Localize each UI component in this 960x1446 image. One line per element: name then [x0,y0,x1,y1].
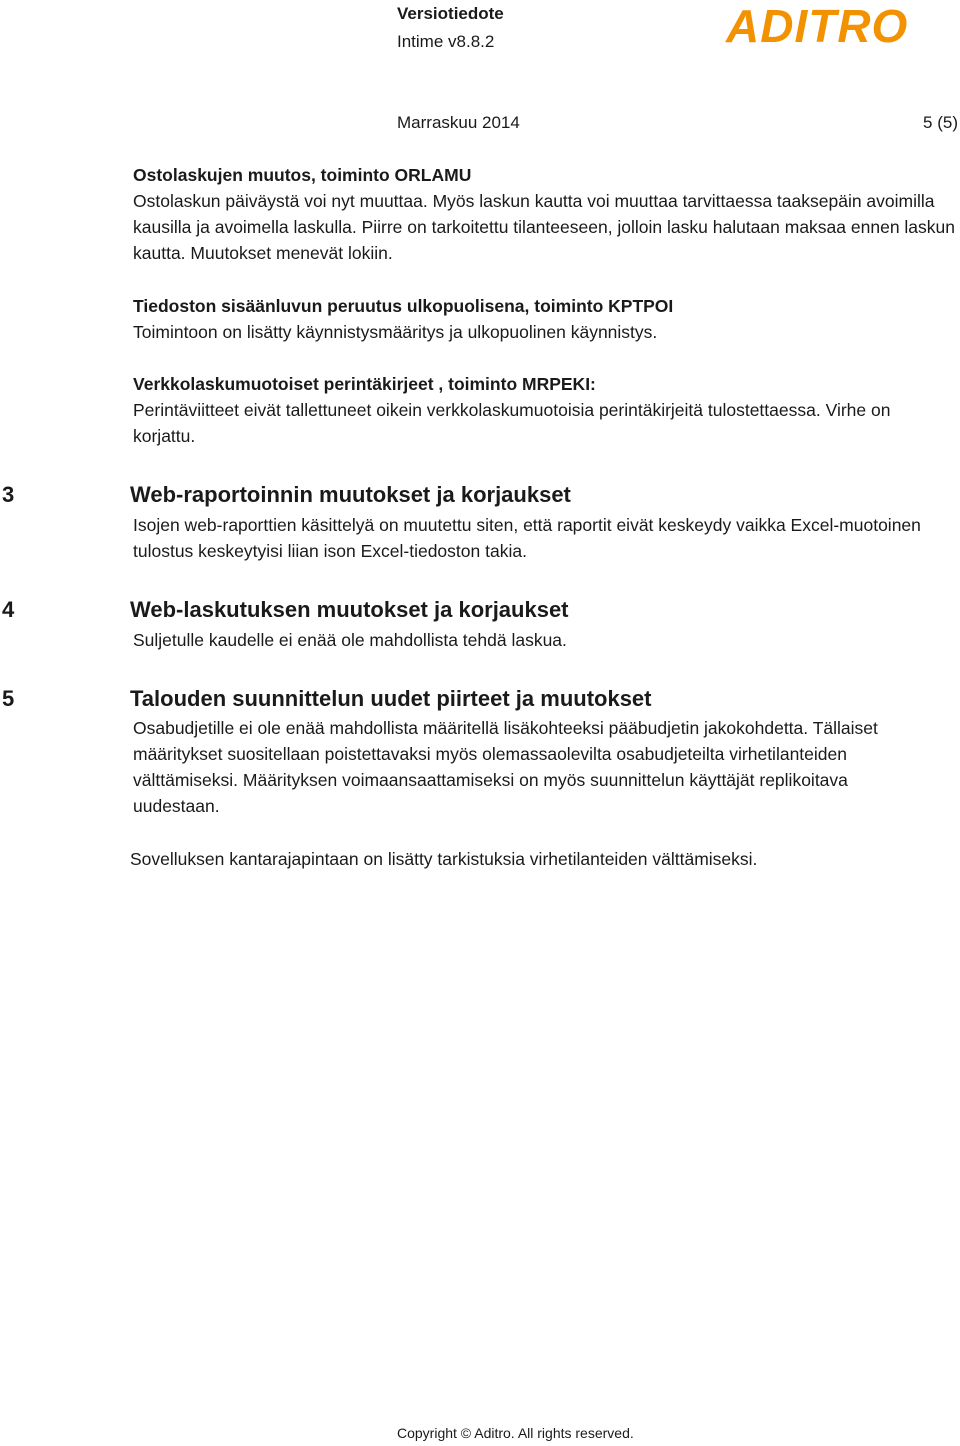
item-body: Toimintoon on lisätty käynnistysmääritys ja ulkopuolinen käynnistys. [133,322,658,342]
document-title: Versiotiedote [397,4,504,23]
page-number: 5 (5) [923,113,958,132]
document-version: Intime v8.8.2 [397,32,495,51]
section-title: Web-raportoinnin muutokset ja korjaukset [130,482,571,507]
item-title: Ostolaskujen muutos, toiminto ORLAMU [133,165,472,185]
document-date: Marraskuu 2014 [397,113,520,132]
section-extra-text: Sovelluksen kantarajapintaan on lisätty tarkistuksia virhetilanteiden välttämiseksi. [130,849,758,869]
section-body [133,715,923,819]
item-body: Perintäviitteet eivät tallettuneet oikein verkkolaskumuotoisia perintäkirjeitä tulostettaessa. Virhe on korjattu. [133,400,891,446]
item-body: Ostolaskun päiväystä voi nyt muuttaa. Myös laskun kautta voi muuttaa tarvittaessa taaksepäin avoimilla kausilla ja avoimella laskulla. Piirre on tarkoitettu tilanteeseen, jolloin lasku halutaan maksaa ennen laskun kautta. Muutokset menevät lokiin. [133,191,955,263]
item-kptpoi [133,293,955,345]
item-title: Tiedoston sisäänluvun peruutus ulkopuolisena, toiminto KPTPOI [133,296,674,316]
section-text: Osabudjetille ei ole enää mahdollista määritellä lisäkohteeksi pääbudjetin jakokohdetta. Tällaiset määritykset suositellaan poistettavaksi myös olemassaolevilta osabudjeteilta virhetilanteiden välttämiseksi. Määrityksen voimaansaattamiseksi on myös suunnittelun käyttäjät replikoitava uudestaan. [133,718,878,816]
section-body [133,512,943,564]
item-mrpeki [133,371,955,449]
item-title: Verkkolaskumuotoiset perintäkirjeet , toiminto MRPEKI: [133,374,596,394]
section-text: Suljetulle kaudelle ei enää ole mahdollista tehdä laskua. [133,630,567,650]
section-extra [130,846,952,872]
section-number: 3 [2,482,15,507]
section-title: Talouden suunnittelun uudet piirteet ja muutokset [130,686,652,711]
aditro-logo [724,0,954,50]
item-orlamu [133,162,955,266]
section-title: Web-laskutuksen muutokset ja korjaukset [130,597,569,622]
section-number: 4 [2,597,15,622]
logo-text: ADITRO [726,0,909,50]
copyright-footer: Copyright © Aditro. All rights reserved. [397,1425,634,1441]
section-body [133,627,955,653]
section-text: Isojen web-raporttien käsittelyä on muutettu siten, että raportit eivät keskeydy vaikka Excel-muotoinen tulostus keskeytyisi liian ison Excel-tiedoston takia. [133,515,921,561]
section-number: 5 [2,686,15,711]
